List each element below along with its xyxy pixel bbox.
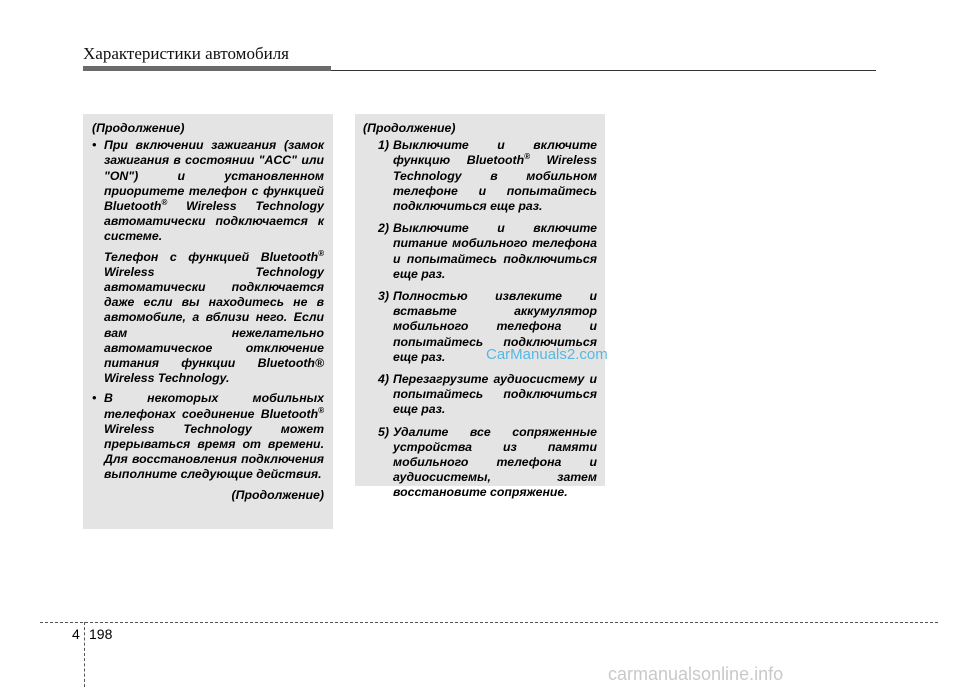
footer-dashed-rule xyxy=(40,622,938,623)
page-number: 198 xyxy=(89,626,113,642)
step-item xyxy=(363,221,597,282)
bullet1-text-a: При включении зажигания (замок зажигания в состоянии "ACC" или "ON") и установленном приоритете телефон с функцией Bluetooth xyxy=(104,138,324,214)
step-number: 1) xyxy=(378,138,389,153)
step-text-b: Wireless Technology в мобильном телефоне и попытайтесь подключиться еще раз. xyxy=(393,153,597,214)
continued-tail: (Продолжение) xyxy=(231,487,324,502)
step-text: Выключите и включите питание мобильного телефона и попытайтесь подключиться еще раз. xyxy=(393,221,597,281)
bullet-connection-drop xyxy=(92,391,324,482)
bullet1-text-b: Wireless Technology автоматически подключается к системе. xyxy=(104,199,324,244)
continued-head: (Продолжение) xyxy=(92,121,185,135)
bullet-marker: • xyxy=(92,391,97,406)
step-item xyxy=(363,372,597,418)
left-info-box xyxy=(83,114,333,529)
right-info-box xyxy=(355,114,605,500)
step-number: 5) xyxy=(378,424,389,439)
para2-text-a: Телефон с функцией Bluetooth xyxy=(104,249,319,264)
step-text: Удалите все сопряженные устройства из памяти мобильного телефона и аудиосистемы, затем восстановите сопряжение. xyxy=(393,424,597,500)
step-text: Полностью извлеките и вставьте аккумулятор мобильного телефона и попытайтесь подключиться еще раз. xyxy=(393,289,597,364)
step-text-a: Выключите и включите функцию Bluetooth xyxy=(393,138,597,168)
registered-mark: ® xyxy=(318,405,324,415)
step-number: 2) xyxy=(378,221,389,236)
registered-mark: ® xyxy=(318,248,324,258)
site-watermark-overlay: CarManuals2.com xyxy=(486,346,608,363)
step-number: 4) xyxy=(378,372,389,387)
paragraph-auto-connect-note xyxy=(92,250,324,387)
para2-text-b: Wireless Technology автоматически подключается даже если вы находитесь не в автомобиле, а вблизи него. Если вам нежелательно автоматическое отключение питания функции Bluetooth® Wireless Technology. xyxy=(104,264,324,386)
page-header-title: Характеристики автомобиля xyxy=(83,44,289,63)
bottom-site-watermark: carmanualsonline.info xyxy=(608,664,784,684)
step-item xyxy=(363,138,597,214)
bullet-auto-connect xyxy=(92,138,324,244)
step-item xyxy=(363,425,597,501)
step-number: 3) xyxy=(378,289,389,304)
registered-mark: ® xyxy=(524,152,530,162)
header-rule-thin xyxy=(331,70,876,71)
continued-head: (Продолжение) xyxy=(363,121,456,135)
chapter-number: 4 xyxy=(72,626,80,642)
registered-mark: ® xyxy=(161,197,168,207)
bullet2-text-b: Wireless Technology может прерываться время от времени. Для восстановления подключения выполните следующие действия. xyxy=(104,421,324,482)
step-text: Перезагрузите аудиосистему и попытайтесь подключиться еще раз. xyxy=(393,372,597,417)
bullet-marker: • xyxy=(92,138,97,153)
bullet2-text-a: В некоторых мобильных телефонах соединение Bluetooth xyxy=(104,391,324,421)
header-rule-thick xyxy=(83,66,331,71)
footer-dashed-divider xyxy=(84,622,85,687)
